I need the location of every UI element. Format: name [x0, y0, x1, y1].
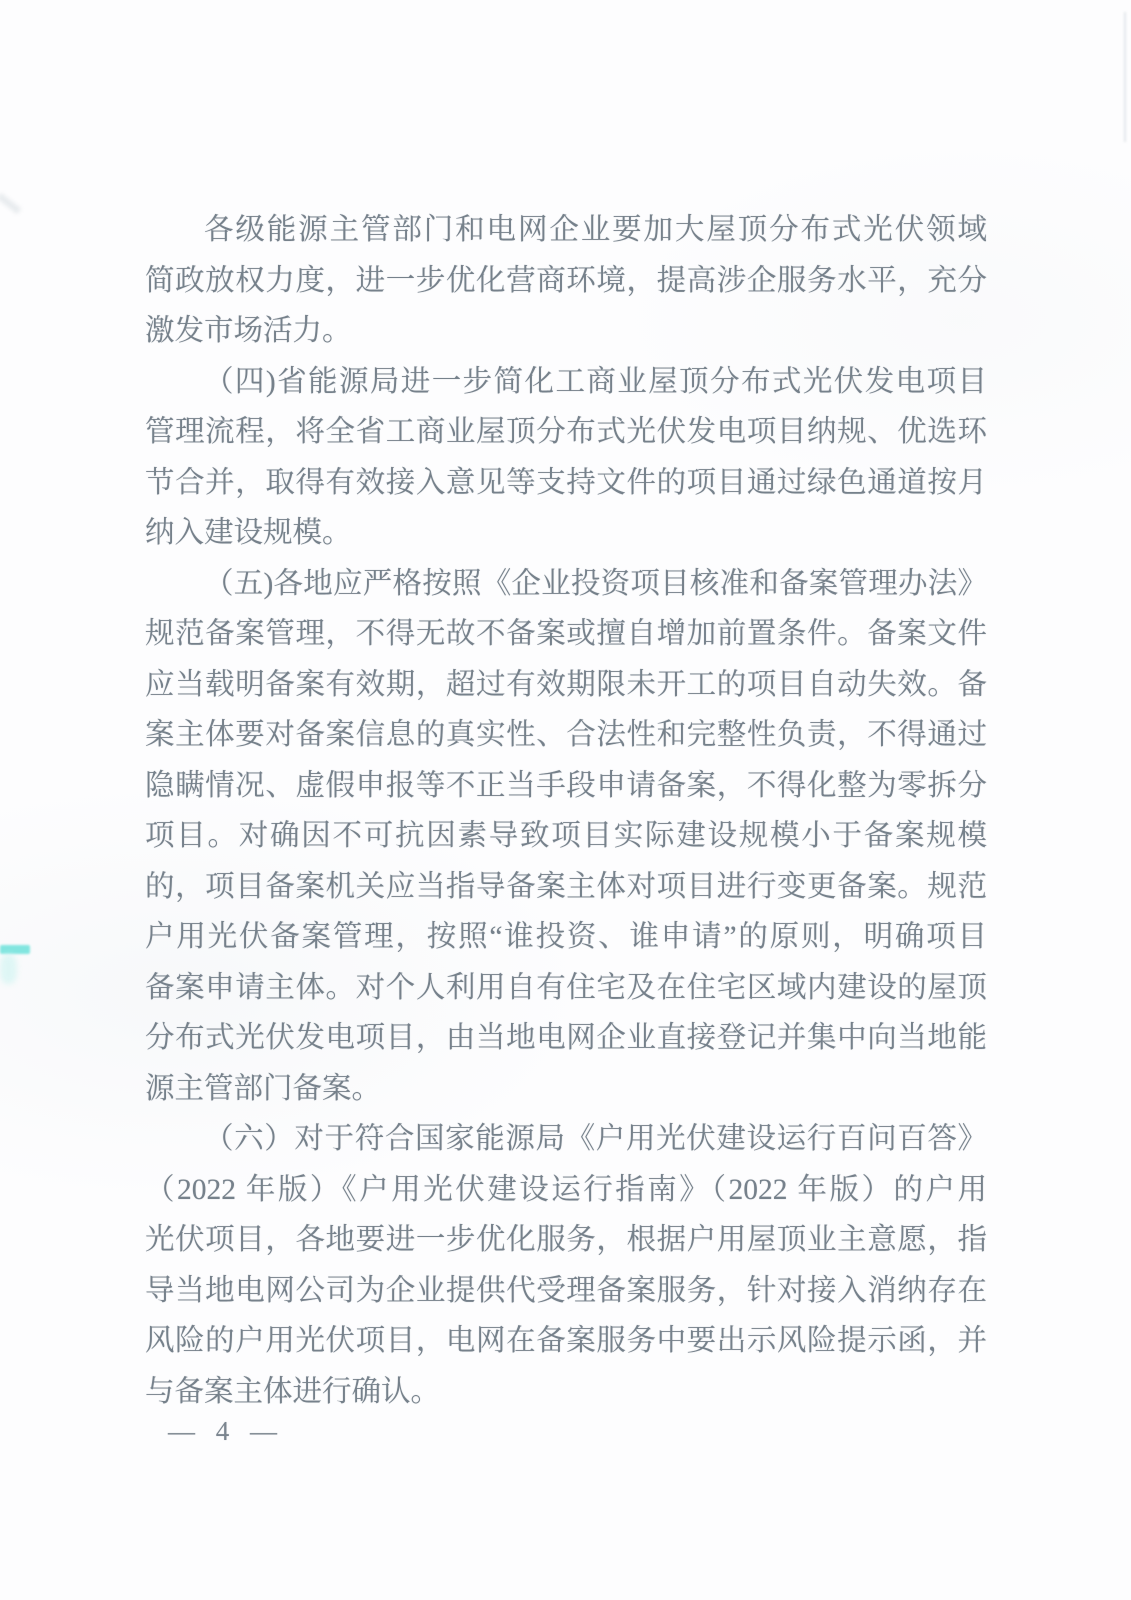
- text-line: 导当地电网公司为企业提供代受理备案服务，针对接入消纳存在: [145, 1274, 987, 1307]
- text-line: 的，项目备案机关应当指导备案主体对项目进行变更备案。规范: [145, 870, 987, 903]
- text-line: 备案申请主体。对个人利用自有住宅及在住宅区域内建设的屋顶: [145, 971, 987, 1004]
- text-line: 源主管部门备案。: [145, 1072, 382, 1105]
- text-line: 管理流程，将全省工商业屋顶分布式光伏发电项目纳规、优选环: [145, 416, 987, 448]
- paragraph: [145, 559, 987, 1115]
- text-line: 项目。对确因不可抗因素导致项目实际建设规模小于备案规模: [145, 820, 987, 852]
- text-line: （2022 年版）《户用光伏建设运行指南》（2022 年版）的户用: [145, 1173, 987, 1206]
- text-line: 简政放权力度，进一步优化营商环境，提高涉企服务水平，充分: [145, 264, 987, 297]
- text-line: 户用光伏备案管理，按照“谁投资、谁申请”的原则，明确项目: [145, 921, 987, 953]
- paragraph: [145, 357, 987, 559]
- scan-cyan-smudge-artifact: [0, 954, 17, 984]
- text-line: （四)省能源局进一步简化工商业屋顶分布式光伏发电项目: [204, 365, 987, 398]
- document-body: [145, 205, 987, 1417]
- text-line: 应当载明备案有效期，超过有效期限未开工的项目自动失效。备: [145, 668, 987, 701]
- text-line: 风险的户用光伏项目，电网在备案服务中要出示风险提示函，并: [145, 1325, 987, 1357]
- page-number: — 4 —: [168, 1416, 284, 1446]
- text-line: （五)各地应严格按照《企业投资项目核准和备案管理办法》: [204, 567, 987, 600]
- text-line: 节合并，取得有效接入意见等支持文件的项目通过绿色通道按月: [145, 466, 987, 499]
- text-line: （六）对于符合国家能源局《户用光伏建设运行百问百答》: [204, 1123, 987, 1155]
- scan-cyan-streak-artifact: [0, 945, 30, 954]
- scan-smudge-artifact: [0, 193, 21, 215]
- text-line: 隐瞒情况、虚假申报等不正当手段申请备案，不得化整为零拆分: [145, 769, 987, 802]
- text-line: 与备案主体进行确认。: [145, 1375, 441, 1408]
- text-line: 光伏项目，各地要进一步优化服务，根据户用屋顶业主意愿，指: [145, 1224, 987, 1256]
- text-line: 纳入建设规模。: [145, 517, 352, 549]
- text-line: 各级能源主管部门和电网企业要加大屋顶分布式光伏领域: [204, 214, 987, 246]
- text-line: 分布式光伏发电项目，由当地电网企业直接登记并集中向当地能: [145, 1022, 987, 1054]
- paragraph: [145, 205, 987, 357]
- paragraph: [145, 1114, 987, 1417]
- text-line: 激发市场活力。: [145, 315, 352, 347]
- scan-edge-line-artifact: [1124, 12, 1126, 142]
- text-line: 案主体要对备案信息的真实性、合法性和完整性负责，不得通过: [145, 719, 987, 751]
- text-line: 规范备案管理，不得无故不备案或擅自增加前置条件。备案文件: [145, 618, 987, 650]
